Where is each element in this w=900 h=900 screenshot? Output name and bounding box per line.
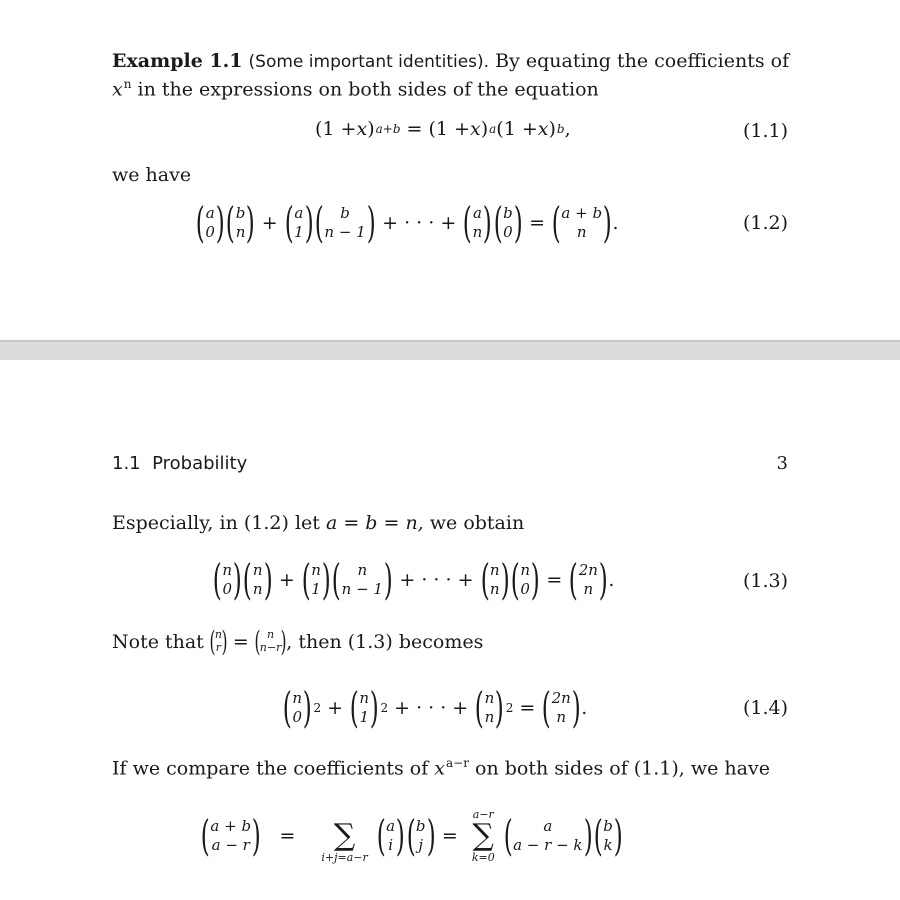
equation-number-1-4: (1.4) xyxy=(742,697,788,719)
example-label: Example 1.1 xyxy=(112,50,243,72)
sum-symbol-1: ∑ i+j=a−r xyxy=(321,818,368,864)
section-number: 1.1 xyxy=(112,453,141,474)
example-title: (Some important identities). xyxy=(248,52,490,72)
example-heading xyxy=(112,50,789,73)
especially-tail: we obtain xyxy=(429,512,525,534)
intro-sup: n xyxy=(123,77,132,91)
compare-post: on both sides of (1.1), we have xyxy=(475,757,770,780)
equation-number-1-1: (1.1) xyxy=(742,120,788,142)
equation-number-1-2: (1.2) xyxy=(742,212,788,234)
note-pre: Note that xyxy=(112,630,204,653)
page-bottom xyxy=(0,360,900,900)
equation-final: ( a + b a − r ) = ∑ i+j=a−r ( a i ) ( b j ) = a−r ∑ k=0 ( a a − r − k ) ( b k ) xyxy=(200,808,623,864)
equation-number-1-3: (1.3) xyxy=(742,570,788,592)
equation-1-1: (1 + x ) a+b = (1 + x ) a (1 + x ) b , xyxy=(315,118,571,140)
compare-pre: If we compare the coefficients of xyxy=(112,757,429,780)
especially-math: a = b = n, xyxy=(325,512,424,534)
section-title: Probability xyxy=(152,453,248,474)
intro-line2: in the expressions on both sides of the equation xyxy=(137,78,599,101)
compare-var: x xyxy=(434,757,445,780)
intro-line1: By equating the coefficients of xyxy=(495,50,790,72)
running-header xyxy=(112,453,247,474)
page-top xyxy=(0,0,900,340)
intro-var: x xyxy=(112,78,123,101)
equation-1-2: ( a 0 ) ( b n ) + ( a 1 ) ( b n − 1 ) + · · · + ( a n ) ( b 0 ) = ( a + b n ) . xyxy=(195,198,619,247)
compare-line xyxy=(112,756,770,780)
note-post: , then (1.3) becomes xyxy=(286,630,484,653)
intro-line2-row xyxy=(112,77,599,101)
compare-sup: a−r xyxy=(446,756,469,770)
page-separator xyxy=(0,340,900,360)
especially-text: Especially, in (1.2) let xyxy=(112,512,320,534)
equation-1-4: ( n 0 ) 2 + ( n 1 ) 2 + · · · + ( n n ) 2 = ( 2n n ) . xyxy=(282,683,588,732)
sum-symbol-2: a−r ∑ k=0 xyxy=(471,808,495,864)
equation-1-3: ( n 0 ) ( n n ) + ( n 1 ) ( n n − 1 ) + · · · + ( n n ) ( n 0 ) = ( 2n n ) . xyxy=(212,555,615,604)
note-line: Note that ( n r ) = ( n n−r ) , then (1.3) becomes xyxy=(112,625,484,658)
page-number: 3 xyxy=(776,453,788,474)
we-have: we have xyxy=(112,164,192,186)
especially-line xyxy=(112,512,524,535)
